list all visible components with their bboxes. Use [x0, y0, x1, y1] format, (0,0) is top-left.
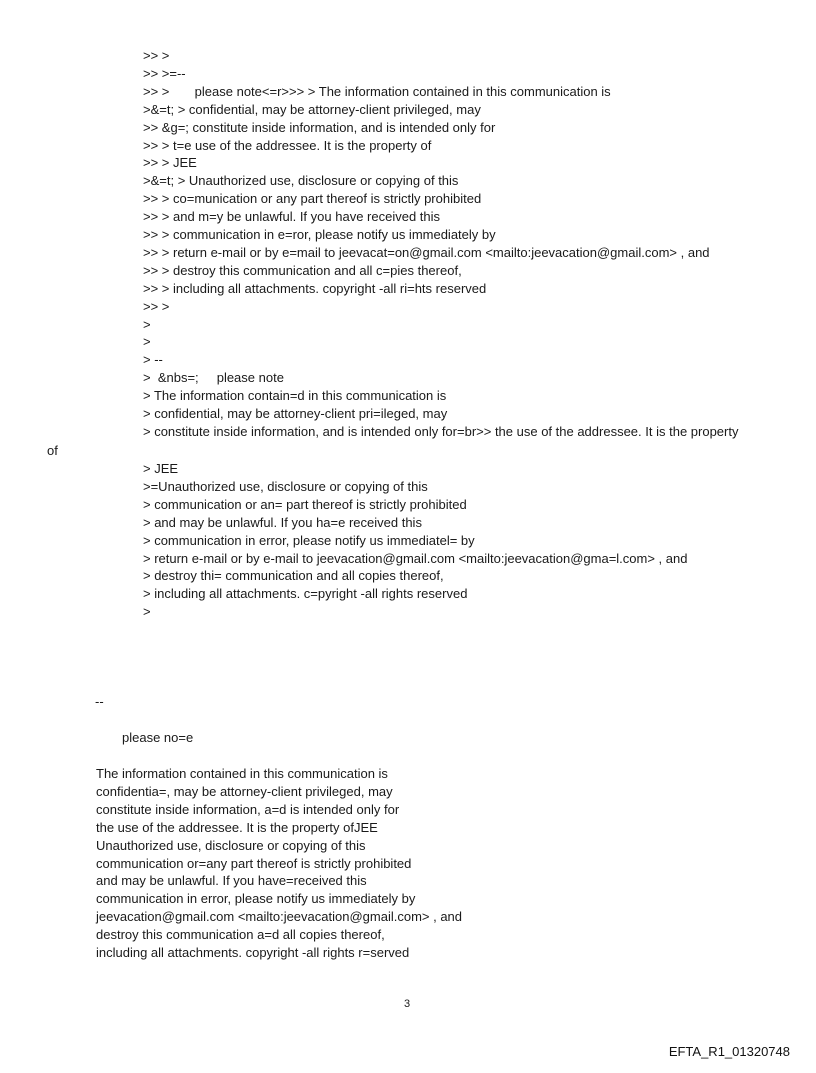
text-line: >> > and m=y be unlawful. If you have received this	[143, 209, 441, 225]
text-line: > including all attachments. c=pyright -all rights reserved	[143, 586, 468, 602]
text-line: >&=t; > confidential, may be attorney-client privileged, may	[143, 101, 481, 117]
text-line: >&=t; > Unauthorized use, disclosure or copying of this	[143, 173, 459, 189]
please-note: please no=e	[122, 730, 194, 745]
page-number: 3	[404, 998, 411, 1010]
text-line: >	[143, 334, 151, 350]
wrapped-word: of	[47, 443, 58, 458]
text-line: Unauthorized use, disclosure or copying of this	[96, 837, 366, 853]
text-line: >=Unauthorized use, disclosure or copying of this	[143, 478, 428, 494]
text-line: >	[143, 604, 151, 620]
text-line: >> > including all attachments. copyright -all ri=hts reserved	[143, 280, 487, 296]
text-line: > JEE	[143, 461, 179, 476]
text-line: >> &g=; constitute inside information, and is intended only for	[143, 119, 496, 135]
text-line: >> >=--	[143, 65, 186, 81]
text-line: confidentia=, may be attorney-client privileged, may	[96, 783, 393, 799]
text-line: > confidential, may be attorney-client pri=ileged, may	[143, 406, 448, 421]
text-line: > The information contain=d in this communication is	[143, 388, 447, 404]
text-line: and may be unlawful. If you have=received this	[96, 873, 367, 889]
text-line: >> > t=e use of the addressee. It is the property of	[143, 137, 432, 153]
text-line: >> >	[143, 298, 170, 314]
text-line: >> > please note<=r>>> > The information contained in this communication is	[143, 83, 611, 99]
text-line: jeevacation@gmail.com <mailto:jeevacation@gmail.com> , and	[96, 909, 463, 925]
text-line: >> > destroy this communication and all c=pies thereof,	[143, 262, 462, 278]
text-line: communication or=any part thereof is strictly prohibited	[96, 855, 412, 871]
text-line: the use of the addressee. It is the property ofJEE	[96, 819, 378, 835]
text-line: >> >	[143, 48, 170, 63]
text-line: including all attachments. copyright -all rights r=served	[96, 945, 410, 960]
document-id: EFTA_R1_01320748	[668, 1044, 790, 1059]
text-line: >> > JEE	[143, 155, 197, 171]
text-line: > &nbs=; please note	[143, 370, 284, 386]
text-line: The information contained in this communication is	[96, 766, 388, 781]
text-line: communication in error, please notify us immediately by	[96, 891, 416, 907]
text-line: >	[143, 316, 151, 332]
text-line: > communication or an= part thereof is strictly prohibited	[143, 496, 467, 512]
text-line: > communication in error, please notify us immediatel= by	[143, 532, 475, 548]
signature-separator: --	[95, 694, 104, 709]
text-line: constitute inside information, a=d is intended only for	[96, 801, 400, 817]
text-line: >> > communication in e=ror, please notify us immediately by	[143, 227, 496, 242]
text-line: > constitute inside information, and is intended only for=br>> the use of the addressee. It is the property	[143, 423, 739, 439]
text-line: >> > co=munication or any part thereof is strictly prohibited	[143, 191, 482, 207]
text-line: > destroy thi= communication and all copies thereof,	[143, 568, 444, 584]
text-line: > and may be unlawful. If you ha=e received this	[143, 514, 422, 530]
text-line: destroy this communication a=d all copies thereof,	[96, 927, 385, 943]
text-line: > --	[143, 352, 163, 368]
text-line: > return e-mail or by e-mail to jeevacation@gmail.com <mailto:jeevacation@gma=l.com> , and	[143, 550, 688, 566]
text-line: >> > return e-mail or by e=mail to jeevacat=on@gmail.com <mailto:jeevacation@gmail.com> , and	[143, 244, 710, 260]
